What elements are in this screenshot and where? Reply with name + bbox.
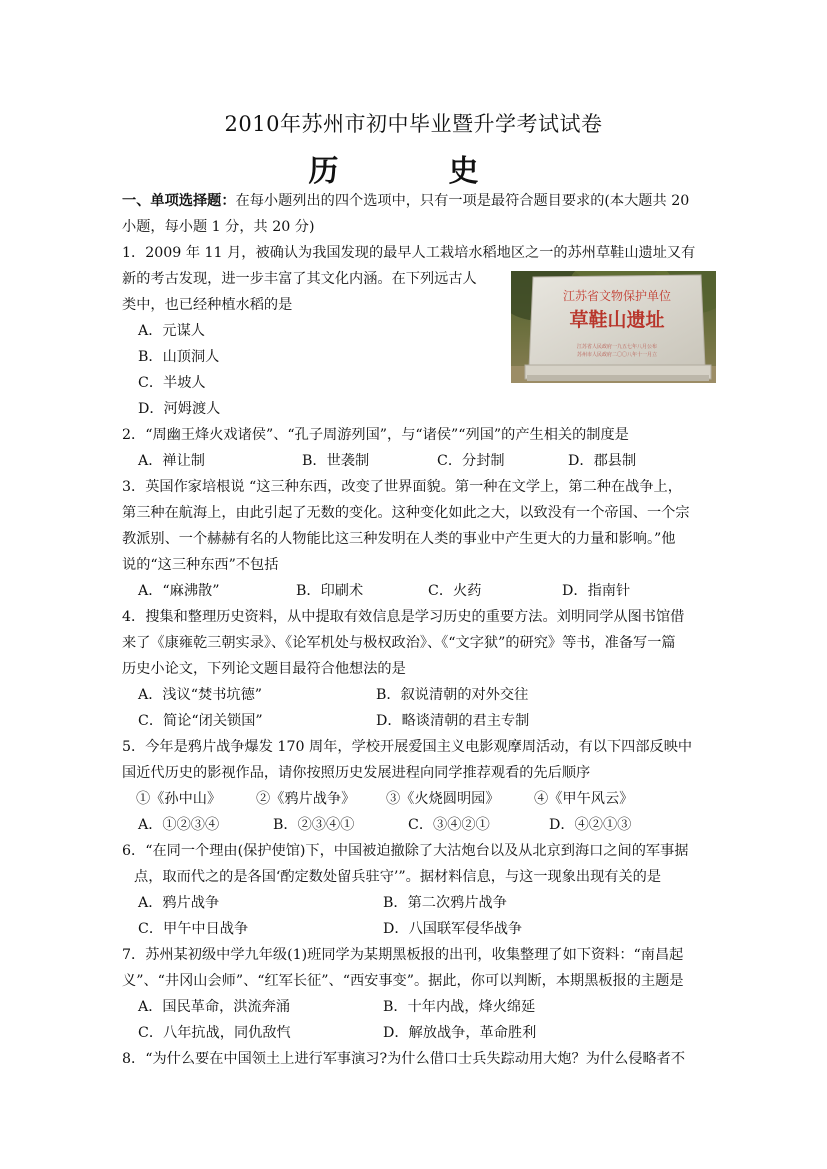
- q2-stem: 2．“周幽王烽火戏诸侯”、“孔子周游列国”，与“诸侯”“列国”的产生相关的制度是: [122, 427, 629, 443]
- sign-small-line-1: 江苏省人民政府一九五七年八月公布: [576, 344, 658, 350]
- q5-stem-line-2: 国近代历史的影视作品，请你按照历史发展进程向同学推荐观看的先后顺序: [122, 765, 591, 781]
- q4-option-d: D．略谈清朝的君主专制: [376, 713, 530, 729]
- q5-item-1: ①《孙中山》: [136, 791, 222, 807]
- q4-option-c: C．简论“闭关锁国”: [138, 713, 263, 729]
- q5-item-3: ③《火烧圆明园》: [386, 791, 500, 807]
- q7-option-c: C．八年抗战，同仇敌忾: [138, 1025, 291, 1041]
- q3-stem-line-2: 第三种在航海上，由此引起了无数的变化。这种变化如此之大，以致没有一个帝国、一个宗: [122, 505, 690, 521]
- q5-option-a: A．①②③④: [138, 817, 220, 833]
- exam-title: 2010年苏州市初中毕业暨升学考试试卷: [224, 112, 603, 136]
- subject-title: 历 史: [308, 154, 519, 189]
- q5-item-4: ④《甲午风云》: [534, 791, 634, 807]
- q5-item-2: ②《鸦片战争》: [256, 791, 356, 807]
- q7-option-b: B．十年内战，烽火绵延: [383, 999, 536, 1015]
- q3-option-b: B．印刷术: [296, 583, 364, 599]
- q1-stem-line-3: 类中，也已经种植水稻的是: [122, 297, 293, 313]
- q7-option-a: A．国民革命，洪流奔涌: [138, 999, 291, 1015]
- sign-small-line-2: 苏州市人民政府二〇〇八年十一月立: [576, 352, 658, 358]
- q3-stem-line-3: 教派别、一个赫赫有名的人物能比这三种发明在人类的事业中产生更大的力量和影响。”他: [122, 531, 676, 547]
- q5-option-c: C．③④②①: [408, 817, 490, 833]
- q7-stem-line-2: 义”、“井冈山会师”、“红军长征”、“西安事变”。据此，你可以判断，本期黑板报的主题是: [122, 973, 684, 989]
- q7-stem-line-1: 7．苏州某初级中学九年级(1)班同学为某期黑板报的出刊，收集整理了如下资料：“南昌起: [122, 947, 684, 963]
- q4-stem-line-2: 来了《康雍乾三朝实录》、《论军机处与极权政治》、《“文字狱”的研究》等书，准备写一篇: [122, 635, 676, 651]
- q3-option-c: C．火药: [428, 583, 482, 599]
- q2-option-d: D．郡县制: [568, 453, 637, 469]
- section-intro-line-1: [122, 188, 689, 214]
- q3-option-d: D．指南针: [562, 583, 631, 599]
- q8-stem-line-1: 8．“为什么要在中国领土上进行军事演习?为什么借口士兵失踪动用大炮？为什么侵略者不: [122, 1051, 686, 1067]
- q4-option-a: A．浅议“焚书坑德”: [138, 687, 263, 703]
- q4-option-b: B．叙说清朝的对外交往: [376, 687, 529, 703]
- q2-option-c: C．分封制: [437, 453, 505, 469]
- q2-option-b: B．世袭制: [302, 453, 370, 469]
- q5-option-d: D．④②①③: [549, 817, 632, 833]
- q3-stem-line-1: 3．英国作家培根说 “这三种东西，改变了世界面貌。第一种在文学上，第二种在战争上，: [122, 479, 682, 495]
- section-intro-text: 在每小题列出的四个选项中，只有一项是最符合题目要求的(本大题共 20: [235, 193, 690, 209]
- q6-option-b: B．第二次鸦片战争: [383, 895, 507, 911]
- q6-option-c: C．甲午中日战争: [138, 921, 249, 937]
- stone-marker-image: [511, 271, 716, 383]
- q5-option-b: B．②③④①: [273, 817, 355, 833]
- q2-option-a: A．禅让制: [138, 453, 205, 469]
- q1-stem-line-2: 新的考古发现，进一步丰富了其文化内涵。在下列远古人: [122, 271, 477, 287]
- q3-option-a: A．“麻沸散”: [138, 583, 220, 599]
- q4-stem-line-1: 4．搜集和整理历史资料，从中提取有效信息是学习历史的重要方法。刘明同学从图书馆借: [122, 609, 685, 625]
- q6-stem-line-2: 点，取而代之的是各国‘酌定数处留兵驻守’”。据材料信息，与这一现象出现有关的是: [134, 869, 662, 885]
- q6-option-d: D．八国联军侵华战争: [383, 921, 523, 937]
- q1-option-d: D．河姆渡人: [138, 401, 221, 417]
- q6-option-a: A．鸦片战争: [138, 895, 220, 911]
- q6-stem-line-1: 6．“在同一个理由(保护使馆)下，中国被迫撤除了大沽炮台以及从北京到海口之间的军事据: [122, 843, 689, 859]
- caoxieshan-site-photo: [511, 271, 716, 383]
- sign-line-2: 草鞋山遗址: [569, 309, 665, 331]
- q1-option-a: A．元谋人: [138, 323, 205, 339]
- section-intro-line-2: 小题，每小题 1 分，共 20 分): [122, 219, 315, 235]
- q1-option-c: C．半坡人: [138, 375, 206, 391]
- q1-option-b: B．山顶洞人: [138, 349, 220, 365]
- q4-stem-line-3: 历史小论文，下列论文题目最符合他想法的是: [122, 661, 406, 677]
- sign-line-1: 江苏省文物保护单位: [562, 289, 672, 303]
- q1-stem-line-1: 1．2009 年 11 月，被确认为我国发现的最早人工栽培水稻地区之一的苏州草鞋山遗址又有: [122, 245, 696, 261]
- q7-option-d: D．解放战争，革命胜利: [383, 1025, 537, 1041]
- section-heading: 一、单项选择题：: [122, 193, 236, 209]
- q3-stem-line-4: 说的“这三种东西”不包括: [122, 557, 279, 573]
- q5-stem-line-1: 5．今年是鸦片战争爆发 170 周年，学校开展爱国主义电影观摩周活动，有以下四部反映中: [122, 739, 693, 755]
